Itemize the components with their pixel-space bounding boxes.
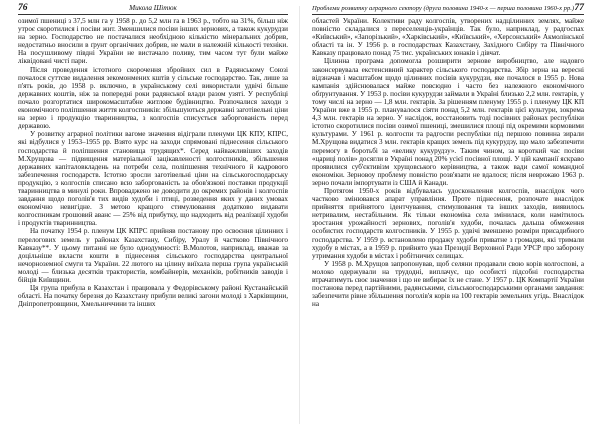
paragraph: Ця група прибула в Казахстан і працювала у Федорівському районі Кустанайській області. На початку березня до Казахстану прибули великі загони молоді з Харківщини, Дніпропетровщини, Хмельниччини та інших [18, 284, 288, 309]
left-page-header [18, 3, 288, 14]
left-running-head: Микола Шітюк [129, 4, 177, 12]
right-page-header [312, 3, 584, 14]
right-page [300, 0, 600, 428]
paragraph: областей України. Колективи раду колгоспів, утворених надцілинних землях, майже повністю складалися з переселенців-українців. Так було, наприклад, у радгоспах «Київський», «Запорізький», «Харківський», «Київський», «Херсонський» Акмолінської області та ін. У 1956 р. в господарствах Казахстану, Західного Сибіру та Північного Кавказу працювало понад 75 тис. українських юнаків і дівчат. [312, 17, 584, 58]
paragraph: озимої пшениці з 37,5 млн га у 1958 р. до 5,2 млн га в 1963 р., тобто на 31%, більш ніж утроє скоротилися і посіви жит. Зменшилися посіви інших зернових, а також кукурудзи на зерно. Господарство не постачалися необхідною кількістю мінеральних добрив, недостатньо вносили в ґрунт органічних добрив, не мали в належній кількості техніки. На посушливому півдні України не вистачало поливу, тим часом тут були майже ліквідовані чисті пари. [18, 17, 288, 66]
paragraph: Після проведення істотного скорочення збройних сил в Радянському Союзі почалося суттєве видалення зекомонмених кштів у сільське господарство. Так, лише за п'ять років, до 1958 р. включно, в українському селі використали удвічі більше державних коштів, ніж за попередні роки радянської влади разом узяті. У республіці почало розгортатися широкомасштабне житлове будівництво. Розпочалися заходи з економічного поліпшення життя колгоспників: збільшуються державні заготівельні ціни на зерно і продукцію тваринництва, з колгоспів списується заборгованість перед державою. [18, 65, 288, 131]
paragraph: На початку 1954 р. пленум ЦК КПРС прийняв постанову про освоєння цілинних і перелогових земель у районах Казахстану, Сибіру, Уралу й частково Північного Кавказу**. У цьому питанні не було однодумності: В.Молотов, наприклад, вважав за доцільніше вкласти кошти в піднесення сільського господарства центральної нечорноземної смуги та України. 22 лютого на цілину виїхала перша група українській молоді — близька десятків трактористів, комбайнерів, механіків, робітників заводів і бійців Київщини. [18, 227, 288, 284]
right-running-head: Проблеми розвитку аграрного сектору (друга половина 1940-х — перша половина 1960-х рр.) [312, 5, 575, 12]
right-header-rule [312, 14, 584, 15]
paragraph: Цілинна програма допомогла розширити зернове виробництво, але надовго законсервувала екстенсивний характер сільського господарства. Збір зерна на вересні відзначав і масштабом щодо цілинних посівів кукурудзи, яке почалося в 1955 р. Нова кампанія здійснювалася майже повсюдно і часто без належного економічного обґрунтування. У 1953 р. посіви кукурудзи займали в Україні близько 2,2 млн. гектарів, у тому числі на зерно — 1,8 млн. гектарів. За рішенням пленуму 1955 р. і пленуму ЦК КП України вже в 1955 р. планувалося сіяти понад 5,2 млн. гектарів цієї культури, зокрема 4,3 млн. гектарів на зерно. У наслідок, восстановить тоді посівних районах республіки істотно скоротилися посіви озимої пшениці, змешилися площі під окремими кормовими культурами. У 1961 р. колгоспи та радгоспи республіки під першою повинна зирали М.Хрущова видатися 3 млн. гектарів кращих земель під кукурудзу, що мало забезпечити перемогу в боротьбі за «велику кукурудзу». Таким чином, за короткий час посіви «цариці полів» досягли в Україні понад 20% усієї посівної площі. У цій кампанії яскраво проявилися суб'єктивізм хрущовського керівництва, а також вади самої командної економіки. Зерновоу проблему повністю розв'язати не вдалося; після неврожаю 1963 р. зерно почали імпортувати із США й Канади. [312, 57, 584, 187]
right-page-body [312, 17, 584, 426]
left-page-body [18, 17, 288, 426]
paragraph: У розвитку аграрної політики вагоме значення відіграли пленуми ЦК КПУ, КПРС, які відбулися у 1953–1955 рр. Взято курс на заходи спрямовані піднесення сільського господарства й поліпшення становища трудящих*. Серед найважливіших заходів М.Хрущова — підвищення матеріальної зацікавленості колгоспників, збільшення державних капіталовкладень на потреби села, поліпшення технічного й кадрового забезпечення господарств. Істотно зросли заготівельні ціни на сільськогосподарську продукцію, з колгоспів списано всю заборгованість за обов'язкові поставки продукції тваринництва в минулі роки. Впроваджено не доводити до окремих районів і колгоспів завдання щодо поголів'я тих видів худоби і птиці, розведення яких у даних умовах економічно невигідне. З метою кращого стимулювання додатково видавати колгоспникам грошовий аванс — 25% від прибутку, що надходить від реалізації худоби і продуктів тваринництва. [18, 130, 288, 228]
right-page-number: 77 [574, 3, 584, 13]
left-page-number: 76 [18, 3, 28, 13]
paragraph: Протягом 1950-х років відбувалась удосконалення колгоспів, внаслідок чого частково змінювався апарат управління. Проте піднесення, розпочате внаслідок прийняття прийнятого ідентчування, стимулювання та інших заходів, виявилось нетривалим, нестабільним. Як тільки економіка села змінилася, коли намітилось зростання урожайності зернових, поголів'я худоби, почалась дальша обмеження особистих господарств колгоспників. У 1955 р. удвічі зменшено розміри присадибного господарства. У 1959 р. встановлено продажу худоби приватне з громадян, які тримали худобу в містах, а в 1959 р. прийнято указ Президії Верховної Ради УРСР про заборону утримання худоби в містах і робітничих селищах. [312, 186, 584, 260]
paragraph: У 1958 р. М.Хрущов запропонував, щоб селяни продавали свою корів колгоспові, а молоко одержували на трудодні, виплачує, що особисті підсобні господарства втрачатимуть своє значення і що не вибирає їх не стане. У 1957 р. ЦК Компартії України постанова перед партійними, радянськими, сільськогосподарськими органами завдання: забезпечити рівне збільшення поголів'я корів на 100 гектарів земельних угідь. Внаслідок на [312, 259, 584, 309]
left-header-rule [18, 14, 288, 15]
